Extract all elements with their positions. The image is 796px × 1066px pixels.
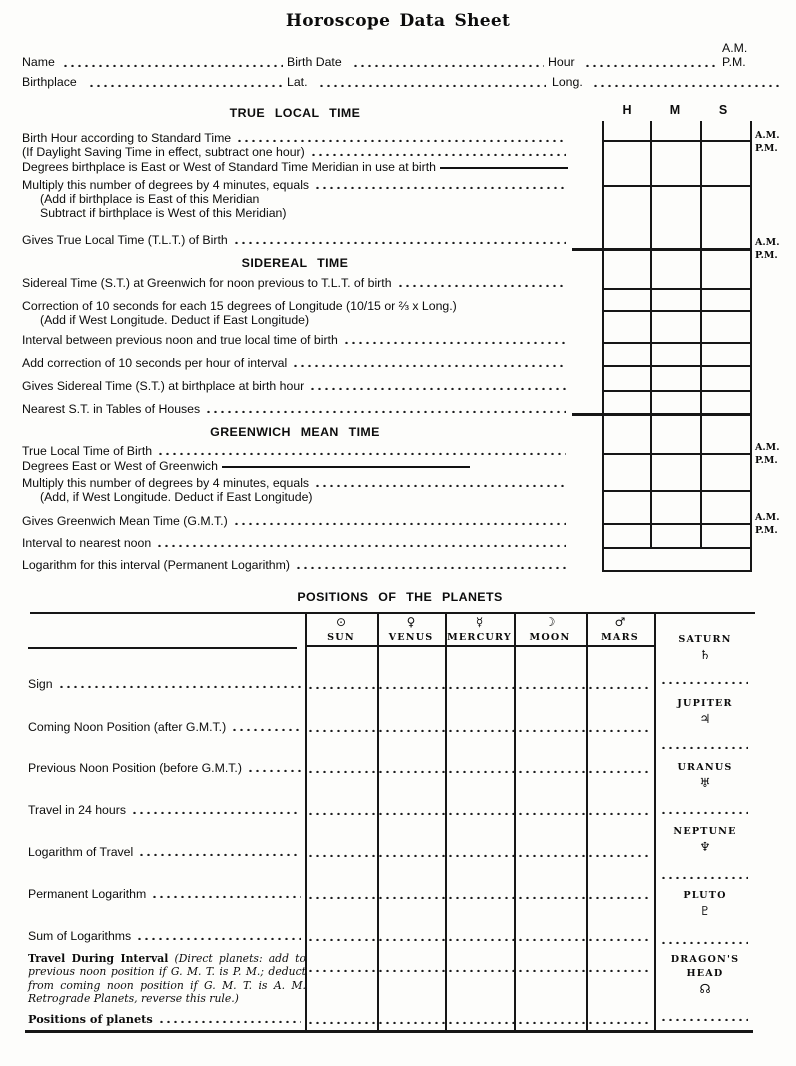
planet-symbol-mercury-icon: ☿: [475, 615, 484, 629]
form-row: [22, 178, 568, 192]
planet-column-header-venus: VENUS: [388, 632, 434, 643]
side-planet-symbol-icon: ♇: [699, 903, 711, 918]
pm-label: P.M.: [755, 142, 778, 154]
dotted-leader: [138, 852, 301, 856]
planet-table-row-label: Coming Noon Position (after G.M.T.): [28, 720, 227, 734]
form-row-label: Gives Sidereal Time (S.T.) at birthplace at birth hour: [22, 379, 305, 393]
am-label: A.M.: [755, 512, 780, 523]
dotted-leader: [314, 483, 566, 487]
planet-symbol-sun-icon: ⊙: [335, 615, 347, 629]
lat-label: Lat.: [287, 75, 308, 89]
dotted-leader: [292, 363, 566, 367]
birth-date-blank-line: [352, 63, 544, 67]
dotted-leader: [233, 521, 566, 525]
form-row-label: True Local Time of Birth: [22, 444, 153, 458]
positions-of-planets-label: Positions of planets: [28, 1012, 153, 1026]
side-planet-symbol-icon: ♃: [699, 711, 711, 726]
form-row-label: Logarithm for this interval (Permanent Logarithm): [22, 558, 290, 572]
planet-table-row: [28, 803, 303, 817]
planet-table-row-label: Sign: [28, 677, 53, 691]
planet-symbol-moon-icon: ☽: [544, 615, 556, 629]
planet-row-blank-line: [307, 1020, 651, 1024]
form-row: [40, 490, 568, 504]
planets-bottom-rule: [25, 1030, 753, 1033]
travel-during-interval-label: Travel During Interval: [28, 952, 169, 965]
form-row-label: Multiply this number of degrees by 4 minutes, equals: [22, 178, 310, 192]
pm-label: P.M.: [755, 524, 778, 536]
form-row-label: Multiply this number of degrees by 4 minutes, equals: [22, 476, 310, 490]
planet-table-row-label: Logarithm of Travel: [28, 845, 134, 859]
dotted-leader: [156, 543, 566, 547]
form-row: [22, 145, 568, 159]
side-planet-saturn: [657, 633, 753, 662]
form-row: [22, 233, 568, 247]
side-planet-blank-line: [660, 745, 748, 749]
side-planet-symbol-icon: ♆: [699, 839, 711, 854]
label-column-header-rule: [28, 647, 297, 649]
side-planet-name: HEAD: [686, 968, 724, 979]
name-label: Name: [22, 55, 55, 69]
side-planet-uranus: [657, 761, 753, 790]
am-pm-marker: [755, 442, 780, 467]
dotted-leader: [314, 185, 566, 189]
solid-leader-line: [440, 167, 568, 169]
lat-blank-line: [318, 83, 546, 87]
planet-table-row: [28, 677, 303, 691]
am-pm-marker: [755, 237, 780, 262]
planet-table-row-label: Previous Noon Position (before G.M.T.): [28, 761, 242, 775]
form-row: [22, 131, 568, 145]
am-label: A.M.: [755, 237, 780, 248]
form-row: [22, 514, 568, 528]
am-label: A.M.: [755, 130, 780, 141]
grid-column-header: H: [622, 103, 632, 117]
side-planet-name: DRAGON'S: [670, 954, 740, 965]
form-row: [40, 313, 568, 327]
form-row-label: (Add, if West Longitude. Deduct if East Longitude): [40, 490, 313, 504]
planets-top-rule: [30, 612, 755, 614]
side-planet-blank-line: [660, 680, 748, 684]
form-row-label: Nearest S.T. in Tables of Houses: [22, 402, 201, 416]
planet-row-blank-line: [307, 769, 651, 773]
planet-row-blank-line: [307, 685, 651, 689]
birth-date-label: Birth Date: [287, 55, 342, 69]
form-row: [22, 356, 568, 370]
planet-row-blank-line: [307, 853, 651, 857]
planet-row-blank-line: [307, 968, 651, 972]
side-planet-neptune: [657, 825, 753, 854]
planet-table-row: [28, 929, 303, 943]
birthplace-label: Birthplace: [22, 75, 77, 89]
grid-hline: [602, 523, 752, 525]
side-planet-name: JUPITER: [677, 698, 733, 709]
dotted-leader: [205, 409, 566, 413]
side-planet-symbol-icon: ♄: [699, 647, 711, 662]
dotted-leader: [231, 727, 301, 731]
section-title-sidereal-time: SIDEREAL TIME: [241, 256, 349, 270]
am-pm-marker: [755, 512, 780, 537]
form-row-label: Interval between previous noon and true local time of birth: [22, 333, 338, 347]
planet-table-row-label: Permanent Logarithm: [28, 887, 147, 901]
dotted-leader: [295, 565, 566, 569]
form-row-label: (If Daylight Saving Time in effect, subtract one hour): [22, 145, 305, 159]
positions-of-planets-row: [28, 1012, 303, 1026]
form-row-label: (Add if West Longitude. Deduct if East Longitude): [40, 313, 310, 327]
grid-hline: [602, 140, 752, 142]
form-row: [22, 459, 470, 473]
dotted-leader: [247, 768, 301, 772]
section-title-greenwich-mean-time: GREENWICH MEAN TIME: [210, 425, 380, 439]
dotted-leader: [157, 451, 566, 455]
travel-during-interval-rule: (Direct planets: add to previous noon position if G. M. T. is P. M.; deduct from coming noon position if G. M. T. is A. M. Retrograde Planets, reverse this rule.): [28, 952, 306, 1006]
pm-label: P.M.: [755, 249, 778, 261]
am-label: A.M.: [722, 41, 748, 55]
form-row-label: Interval to nearest noon: [22, 536, 152, 550]
form-row-label: Add correction of 10 seconds per hour of interval: [22, 356, 288, 370]
planet-row-blank-line: [307, 728, 651, 732]
positions-of-planets-title: POSITIONS OF THE PLANETS: [297, 590, 503, 604]
planet-row-blank-line: [307, 895, 651, 899]
travel-during-interval-note: [28, 952, 306, 1006]
planets-vline: [514, 613, 516, 1031]
grid-vline: [602, 121, 604, 570]
grid-hline: [602, 453, 752, 455]
grid-hline: [602, 310, 752, 312]
planet-table-row-label: Travel in 24 hours: [28, 803, 126, 817]
form-row: [22, 299, 568, 313]
hour-blank-line: [584, 63, 718, 67]
form-row-label: (Add if birthplace is East of this Meridian: [40, 192, 260, 206]
form-row: [22, 402, 568, 416]
section-title-true-local-time: TRUE LOCAL TIME: [229, 106, 361, 120]
form-row: [22, 476, 568, 490]
dotted-leader: [58, 684, 301, 688]
grid-hline: [602, 490, 752, 492]
planet-column-header-sun: SUN: [327, 632, 355, 643]
dotted-leader: [233, 240, 566, 244]
form-row: [22, 558, 568, 572]
form-row: [22, 444, 568, 458]
grid-hline: [602, 570, 752, 572]
side-planet-symbol-icon: ☊: [699, 981, 711, 996]
form-row-label: Degrees East or West of Greenwich: [22, 459, 218, 473]
side-planet-symbol-icon: ♅: [699, 775, 711, 790]
planets-vline: [377, 613, 379, 1031]
grid-vline: [700, 121, 702, 547]
grid-hline: [602, 390, 752, 392]
form-row: [22, 379, 568, 393]
side-planet-blank-line: [660, 1017, 748, 1021]
grid-hline: [572, 248, 752, 251]
side-planet-jupiter: [657, 697, 753, 726]
planet-symbol-venus-icon: ♀: [406, 615, 416, 629]
side-planet-blank-line: [660, 810, 748, 814]
solid-leader-line: [222, 466, 470, 468]
form-row-label: Sidereal Time (S.T.) at Greenwich for noon previous to T.L.T. of birth: [22, 276, 392, 290]
pm-label: P.M.: [755, 454, 778, 466]
grid-vline: [650, 121, 652, 547]
form-row: [22, 536, 568, 550]
long-label: Long.: [552, 75, 583, 89]
planets-header-rule: [305, 645, 656, 647]
dotted-leader: [343, 340, 566, 344]
am-pm-marker: [755, 130, 780, 155]
dotted-leader: [136, 936, 301, 940]
form-row-label: Correction of 10 seconds for each 15 degrees of Longitude (10/15 or ⅔ x Long.): [22, 299, 457, 313]
pm-label: P.M.: [722, 55, 746, 69]
side-planet-name: NEPTUNE: [673, 826, 737, 837]
planet-column-header-mars: MARS: [601, 632, 639, 643]
grid-column-header: S: [718, 103, 728, 117]
planet-column-header-moon: MOON: [529, 632, 571, 643]
dotted-leader: [151, 894, 301, 898]
grid-vline: [750, 121, 752, 570]
am-label: A.M.: [755, 442, 780, 453]
form-row: [22, 333, 568, 347]
form-row: [22, 276, 568, 290]
name-blank-line: [62, 63, 283, 67]
planet-table-row: [28, 761, 303, 775]
form-row-label: Gives Greenwich Mean Time (G.M.T.): [22, 514, 228, 528]
side-planet-dragon-s-head: [657, 953, 753, 996]
planet-table-row: [28, 845, 303, 859]
side-planet-pluto: [657, 889, 753, 918]
grid-column-header: M: [669, 103, 681, 117]
grid-hline: [572, 413, 752, 416]
form-row: [40, 206, 568, 220]
planets-vline: [586, 613, 588, 1031]
form-row: [40, 192, 568, 206]
dotted-leader: [397, 283, 566, 287]
form-row-label: Subtract if birthplace is West of this Meridian): [40, 206, 287, 220]
dotted-leader: [236, 138, 566, 142]
hour-label: Hour: [548, 55, 575, 69]
planet-column-header-mercury: MERCURY: [447, 632, 512, 643]
form-row-label: Degrees birthplace is East or West of Standard Time Meridian in use at birth: [22, 160, 436, 174]
grid-hline: [602, 185, 752, 187]
page-title: Horoscope Data Sheet: [285, 11, 511, 31]
form-row: [22, 160, 568, 174]
form-row-label: Birth Hour according to Standard Time: [22, 131, 232, 145]
grid-hline: [602, 547, 752, 549]
dotted-leader: [131, 810, 301, 814]
planet-table-row-label: Sum of Logarithms: [28, 929, 132, 943]
side-planet-name: SATURN: [678, 634, 732, 645]
side-planet-blank-line: [660, 875, 748, 879]
planets-vline: [654, 613, 656, 1031]
long-blank-line: [592, 83, 783, 87]
birthplace-blank-line: [88, 83, 283, 87]
planet-row-blank-line: [307, 937, 651, 941]
grid-hline: [602, 288, 752, 290]
planets-vline: [445, 613, 447, 1031]
planet-table-row: [28, 887, 303, 901]
dotted-leader: [310, 152, 566, 156]
planet-table-row: [28, 720, 303, 734]
side-planet-blank-line: [660, 940, 748, 944]
form-row-label: Gives True Local Time (T.L.T.) of Birth: [22, 233, 228, 247]
dotted-leader: [309, 386, 566, 390]
grid-hline: [602, 365, 752, 367]
dotted-leader: [158, 1019, 301, 1023]
grid-hline: [602, 342, 752, 344]
planet-row-blank-line: [307, 811, 651, 815]
side-planet-name: PLUTO: [683, 890, 727, 901]
side-planet-name: URANUS: [677, 762, 733, 773]
planet-symbol-mars-icon: ♂: [614, 615, 626, 629]
